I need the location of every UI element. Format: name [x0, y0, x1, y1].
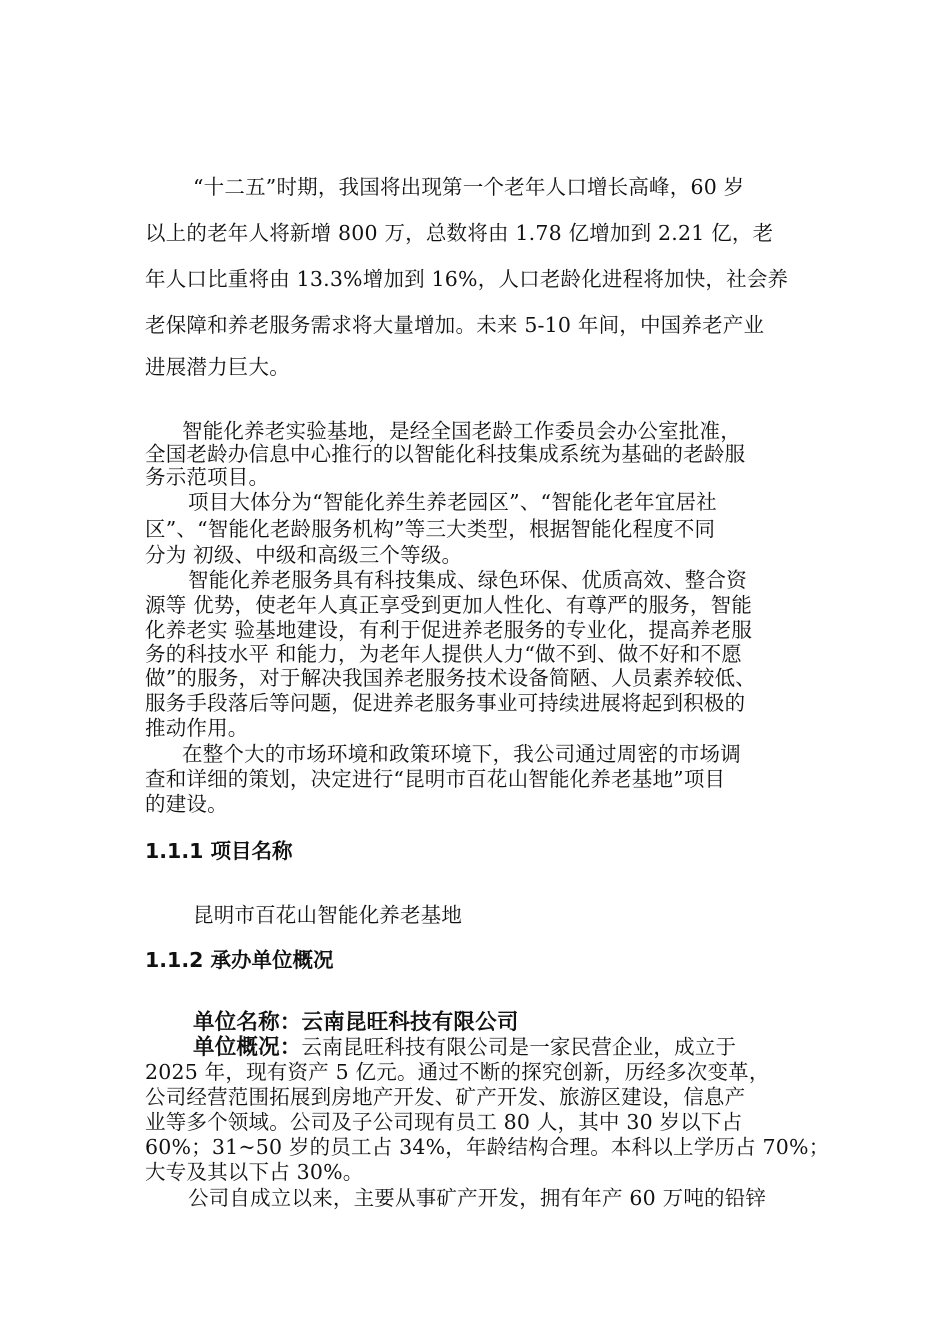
body-line: 服务手段落后等问题，促进养老服务事业可持续进展将起到积极的 [145, 691, 746, 715]
body-line: 做”的服务，对于解决我国养老服务技术设备简陋、人员素养较低、 [145, 666, 756, 690]
project-name: 昆明市百花山智能化养老基地 [193, 903, 463, 927]
unit-overview-label: 单位概况： [193, 1035, 302, 1060]
body-line: 全国老龄办信息中心推行的以智能化科技集成系统为基础的老龄服 [145, 442, 746, 466]
body-line: 项目大体分为“智能化养生养老园区”、“智能化老年宜居社 [188, 490, 717, 514]
intro-line: 以上的老年人将新增 800 万，总数将由 1.78 亿增加到 2.21 亿，老 [145, 221, 774, 245]
body-line: 推动作用。 [145, 716, 249, 740]
overview-line: 公司自成立以来，主要从事矿产开发，拥有年产 60 万吨的铅锌 [188, 1186, 767, 1210]
overview-line: 公司经营范围拓展到房地产开发、矿产开发、旅游区建设，信息产 [145, 1085, 746, 1109]
overview-line: 业等多个领域。公司及子公司现有员工 80 人，其中 30 岁以下占 [145, 1110, 743, 1134]
body-line: 务示范项目。 [145, 465, 270, 489]
intro-line: 老保障和养老服务需求将大量增加。未来 5-10 年间，中国养老产业 [145, 313, 765, 337]
section-heading: 1.1.2 承办单位概况 [145, 948, 334, 972]
body-line: 查和详细的策划，决定进行“昆明市百花山智能化养老基地”项目 [145, 767, 726, 791]
intro-line: 年人口比重将由 13.3%增加到 16%，人口老龄化进程将加快，社会养 [145, 267, 789, 291]
body-line: 智能化养老服务具有科技集成、绿色环保、优质高效、整合资 [188, 568, 747, 592]
unit-name-value: 云南昆旺科技有限公司 [301, 1010, 519, 1035]
unit-overview-text: 云南昆旺科技有限公司是一家民营企业，成立于 [301, 1035, 737, 1059]
overview-line: 大专及其以下占 30%。 [145, 1160, 364, 1184]
body-line: 在整个大的市场环境和政策环境下，我公司通过周密的市场调 [182, 742, 741, 766]
intro-line: 进展潜力巨大。 [145, 355, 290, 379]
body-line: 的建设。 [145, 792, 228, 816]
intro-line: “十二五”时期，我国将出现第一个老年人口增长高峰，60 岁 [193, 175, 745, 199]
body-line: 源等 优势，使老年人真正享受到更加人性化、有尊严的服务，智能 [145, 593, 753, 617]
section-heading: 1.1.1 项目名称 [145, 839, 293, 863]
body-line: 化养老实 验基地建设，有利于促进养老服务的专业化，提高养老服 [145, 618, 753, 642]
body-line: 区”、“智能化老龄服务机构”等三大类型，根据智能化程度不同 [145, 517, 716, 541]
overview-line: 60%；31~50 岁的员工占 34%，年龄结构合理。本科以上学历占 70%； [145, 1135, 830, 1159]
body-line: 分为 初级、中级和高级三个等级。 [145, 543, 463, 567]
overview-line: 2025 年，现有资产 5 亿元。通过不断的探究创新，历经多次变革， [145, 1060, 770, 1084]
body-line: 务的科技水平 和能力，为老年人提供人力“做不到、做不好和不愿 [145, 642, 742, 666]
body-line: 智能化养老实验基地，是经全国老龄工作委员会办公室批准， [182, 419, 741, 443]
unit-name-label: 单位名称： [193, 1010, 302, 1035]
